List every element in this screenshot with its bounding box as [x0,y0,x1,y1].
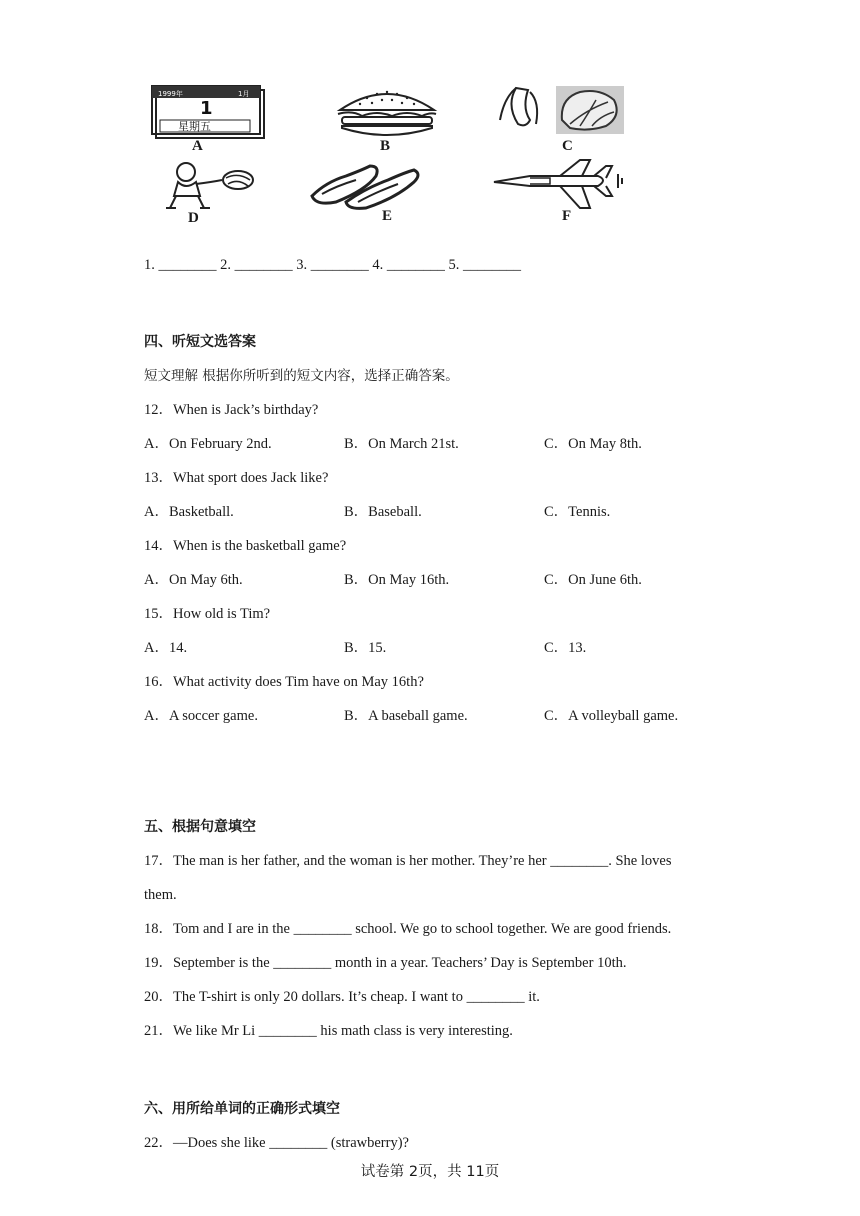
question-21 [144,1021,513,1041]
option-12-a: A．On February 2nd. [144,436,272,452]
calendar-day: 1 [200,98,213,119]
picture-label-b: B [380,138,391,154]
question-number: 16． [144,674,173,690]
fruit-vegetable-picture [496,80,628,138]
calendar-weekday: 星期五 [178,120,211,133]
volleyball-player-picture [156,160,260,212]
question-12 [144,400,318,420]
hamburger-icon [332,84,442,142]
picture-label-e: E [382,208,393,224]
page-footer: 试卷第 2页，共 11页 [360,1164,500,1180]
banana-lettuce-icon [496,80,628,138]
question-20 [144,987,540,1007]
question-number: 20． [144,989,173,1005]
question-text: We like Mr Li ________ his math class is very interesting. [173,1023,513,1039]
question-number: 15． [144,606,173,622]
option-12-c: C．On May 8th. [544,436,642,452]
section-5-heading: 五、根据句意填空 [144,819,256,835]
calendar-icon [148,82,268,140]
option-13-b: B．Baseball. [344,504,422,520]
option-14-b: B．On May 16th. [344,572,450,588]
question-text: How old is Tim? [173,606,271,622]
question-text: What sport does Jack like? [173,470,329,486]
question-text: —Does she like ________ (strawberry)? [173,1135,409,1151]
question-number: 21． [144,1023,173,1039]
shoes-icon [306,160,420,210]
hamburger-picture [332,84,442,142]
option-13-a: A．Basketball. [144,504,234,520]
question-text: The man is her father, and the woman is her mother. They’re her ________. She loves [173,853,672,869]
question-text: When is Jack’s birthday? [173,402,319,418]
option-15-a: A．14. [144,640,188,656]
shoes-picture [306,160,420,210]
question-16 [144,672,424,692]
option-14-a: A．On May 6th. [144,572,243,588]
airplane-icon [490,156,628,212]
option-12-b: B．On March 21st. [344,436,459,452]
question-text: Tom and I are in the ________ school. We go to school together. We are good friends. [173,921,672,937]
picture-label-d: D [188,210,199,226]
option-14-c: C．On June 6th. [544,572,642,588]
option-15-b: B．15. [344,640,387,656]
question-18 [144,919,671,939]
section-4-instruction: 短文理解 根据你所听到的短文内容，选择正确答案。 [144,368,459,384]
question-14 [144,536,346,556]
question-number: 12． [144,402,173,418]
option-16-b: B．A baseball game. [344,708,468,724]
section-6-heading: 六、用所给单词的正确形式填空 [144,1101,340,1117]
question-17 [144,851,671,871]
picture-label-c: C [562,138,573,154]
calendar-month: 1月 [238,90,250,98]
option-16-a: A．A soccer game. [144,708,258,724]
question-number: 14． [144,538,173,554]
question-text: When is the basketball game? [173,538,347,554]
volleyball-player-icon [156,160,260,212]
question-text: What activity does Tim have on May 16th? [173,674,424,690]
option-16-c: C．A volleyball game. [544,708,679,724]
question-text: The T-shirt is only 20 dollars. It’s cheap. I want to ________ it. [173,989,540,1005]
calendar-year: 1999年 [158,90,183,98]
question-number: 19． [144,955,173,971]
question-number: 17． [144,853,173,869]
question-number: 18． [144,921,173,937]
question-13 [144,468,328,488]
section-4-heading: 四、听短文选答案 [144,334,256,350]
picture-label-a: A [192,138,203,154]
question-15 [144,604,270,624]
question-19 [144,953,626,973]
question-number: 13． [144,470,173,486]
option-13-c: C．Tennis. [544,504,611,520]
picture-answer-line: 1. ________ 2. ________ 3. ________ 4. ________ 5. ________ [144,257,521,273]
airplane-picture [490,156,628,212]
question-number: 22． [144,1135,173,1151]
picture-label-f: F [562,208,572,224]
calendar-picture [148,82,268,140]
option-15-c: C．13. [544,640,587,656]
question-17-continuation: them. [144,887,177,903]
question-22 [144,1133,409,1153]
question-text: September is the ________ month in a year. Teachers’ Day is September 10th. [173,955,627,971]
